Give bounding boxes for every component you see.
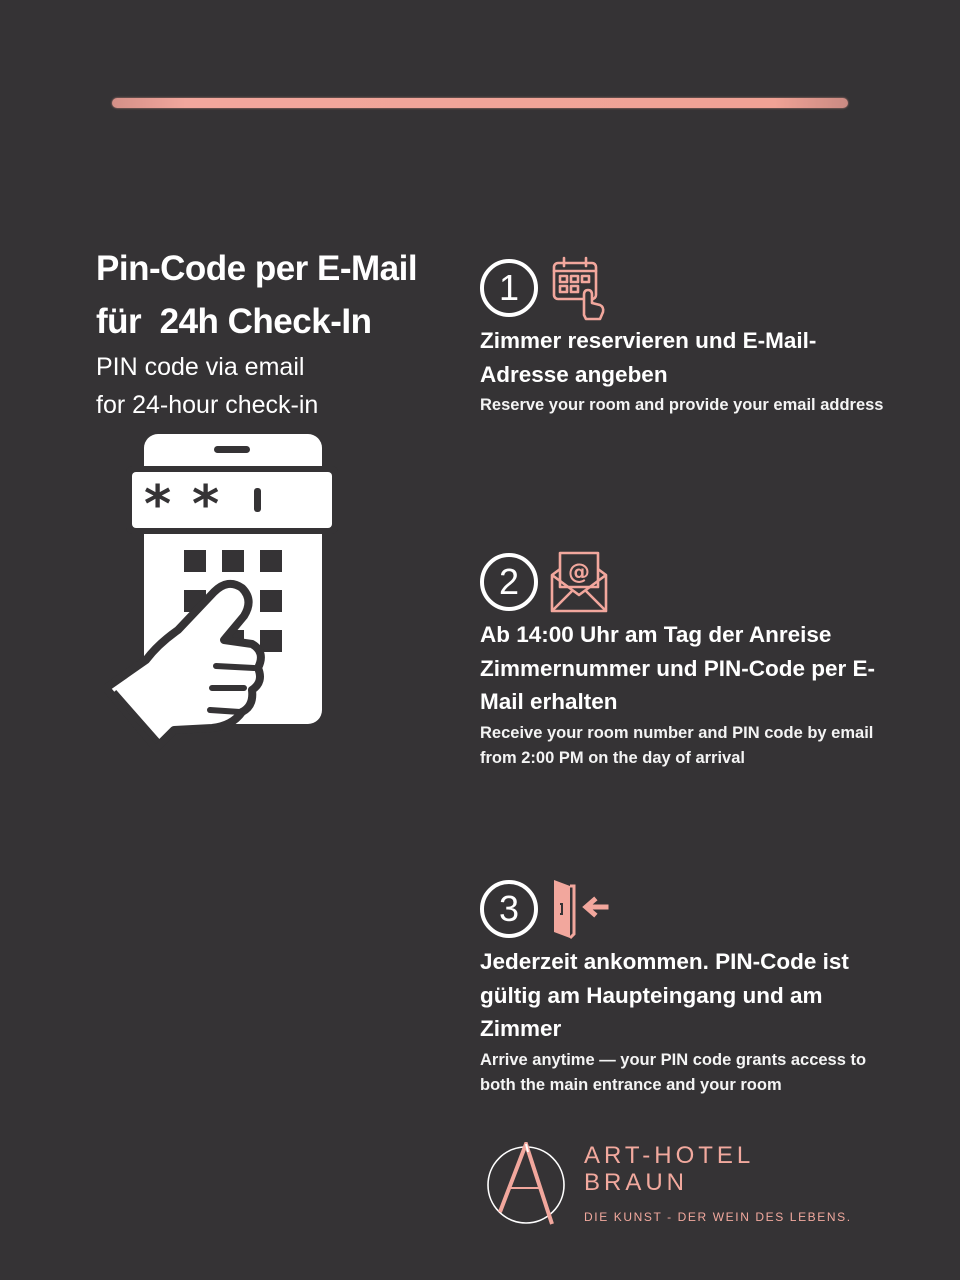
intro-title-line-1: Pin-Code per E-Mail xyxy=(96,249,418,288)
step-2-german-text: Ab 14:00 Uhr am Tag der Anreise Zimmernummer und PIN-Code per E-Mail erhalten xyxy=(480,622,876,714)
intro-subtitle xyxy=(96,348,456,424)
step-2 xyxy=(480,550,900,771)
intro-title xyxy=(96,242,456,348)
email-envelope-icon xyxy=(548,549,610,615)
phone-keypad-hand-icon xyxy=(104,430,344,756)
step-1-german-text: Zimmer reservieren und E-Mail-Adresse angeben xyxy=(480,328,817,387)
intro-title-line-2: für 24h Check-In xyxy=(96,302,372,341)
hotel-logo-tagline: DIE KUNST - DER WEIN DES LEBENS. xyxy=(584,1210,852,1224)
intro-section xyxy=(96,242,456,424)
calendar-tap-icon xyxy=(548,255,610,321)
step-1 xyxy=(480,256,900,418)
hotel-logo-name xyxy=(584,1142,754,1196)
svg-text:@: @ xyxy=(568,560,590,585)
step-3-header xyxy=(480,877,900,941)
step-2-number: 2 xyxy=(480,553,538,611)
step-3-german-text: Jederzeit ankommen. PIN-Code ist gültig am Haupteingang und am Zimmer xyxy=(480,949,849,1041)
step-1-english-text: Reserve your room and provide your email address xyxy=(480,396,884,414)
hotel-logo-name-line-2: BRAUN xyxy=(584,1169,689,1196)
intro-subtitle-line-2: for 24-hour check-in xyxy=(96,391,319,419)
step-3 xyxy=(480,877,900,1098)
step-2-header xyxy=(480,550,900,614)
hotel-logo xyxy=(486,1142,886,1232)
step-3-english-text: Arrive anytime — your PIN code grants access to both the main entrance and your room xyxy=(480,1050,867,1094)
hotel-logo-name-line-1: ART-HOTEL xyxy=(584,1142,755,1169)
intro-subtitle-line-1: PIN code via email xyxy=(96,353,305,381)
step-3-number: 3 xyxy=(480,880,538,938)
step-1-header xyxy=(480,256,900,320)
svg-text:*: * xyxy=(192,475,220,535)
decorative-brush-stroke xyxy=(112,98,848,108)
svg-text:*: * xyxy=(144,475,172,535)
hotel-logo-mark-icon xyxy=(486,1142,568,1228)
step-2-english-text: Receive your room number and PIN code by email from 2:00 PM on the day of arrival xyxy=(480,723,874,767)
step-1-number: 1 xyxy=(480,259,538,317)
door-enter-icon xyxy=(548,876,610,942)
